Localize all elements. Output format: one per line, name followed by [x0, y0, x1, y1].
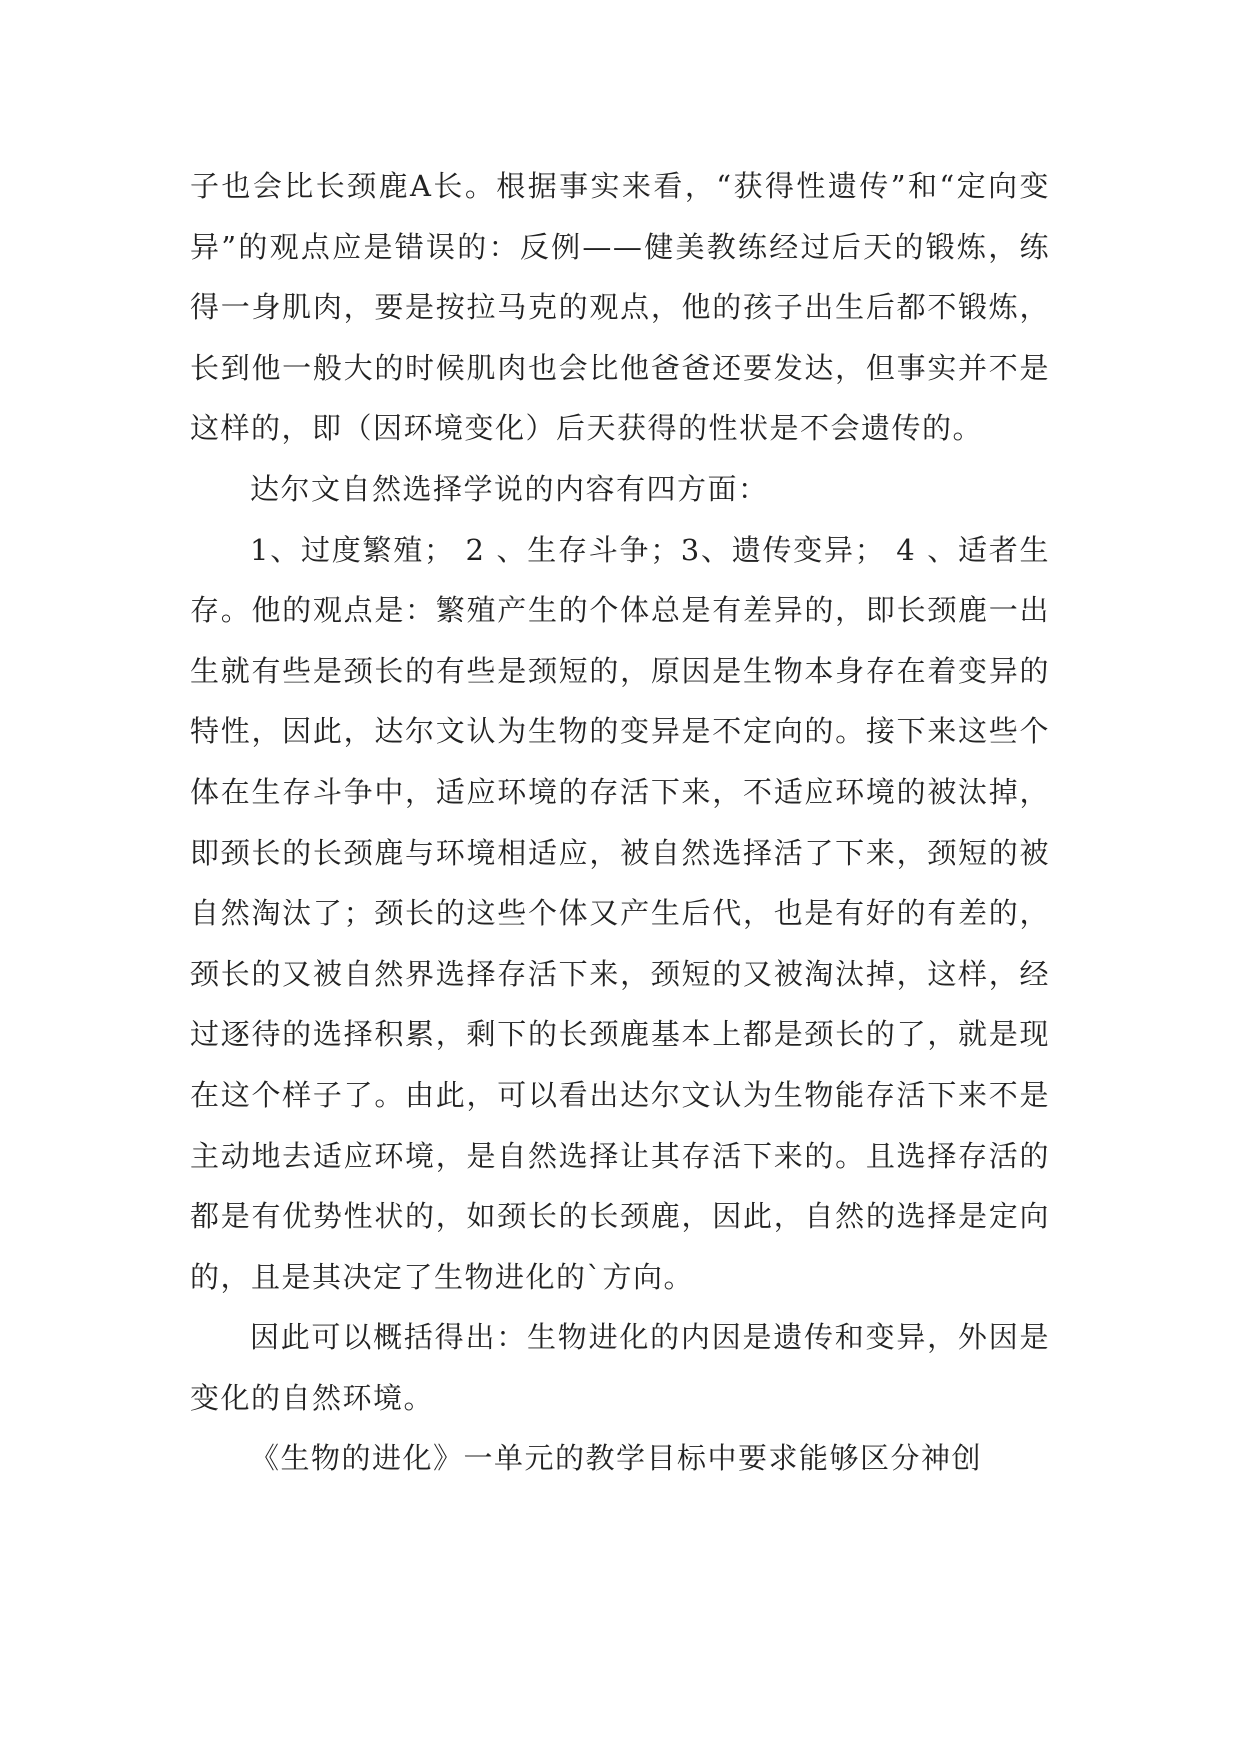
paragraph-2: 达尔文自然选择学说的内容有四方面： — [250, 471, 769, 506]
paragraph-4: 因此可以概括得出：生物进化的内因是遗传和变异，外因是变化的自然环境。 — [190, 1320, 1050, 1415]
document-body — [190, 156, 1050, 1489]
paragraph-1: 子也会比长颈鹿A长。根据事实来看，“获得性遗传”和“定向变异”的观点应是错误的：反例——健美教练经过后天的锻炼，练得一身肌肉，要是按拉马克的观点，他的孩子出生后都不锻炼，长到他一般大的时候肌肉也会比他爸爸还要发达，但事实并不是这样的，即（因环境变化）后天获得的性状是不会遗传的。 — [190, 169, 1050, 446]
paragraph-5: 《生物的进化》一单元的教学目标中要求能够区分神创 — [250, 1441, 983, 1476]
paragraph-3: 1、过度繁殖； 2 、生存斗争；3、遗传变异； 4 、适者生存。他的观点是：繁殖产生的个体总是有差异的，即长颈鹿一出生就有些是颈长的有些是颈短的，原因是生物本身存在着变异的特性，因此，达尔文认为生物的变异是不定向的。接下来这些个体在生存斗争中，适应环境的存活下来，不适应环境的被汰掉，即颈长的长颈鹿与环境相适应，被自然选择活了下来，颈短的被自然淘汰了；颈长的这些个体又产生后代，也是有好的有差的，颈长的又被自然界选择存活下来，颈短的又被淘汰掉，这样，经过逐待的选择积累，剩下的长颈鹿基本上都是颈长的了，就是现在这个样子了。由此，可以看出达尔文认为生物能存活下来不是主动地去适应环境，是自然选择让其存活下来的。且选择存活的都是有优势性状的，如颈长的长颈鹿，因此，自然的选择是定向的，且是其决定了生物进化的`方向。 — [190, 532, 1050, 1294]
